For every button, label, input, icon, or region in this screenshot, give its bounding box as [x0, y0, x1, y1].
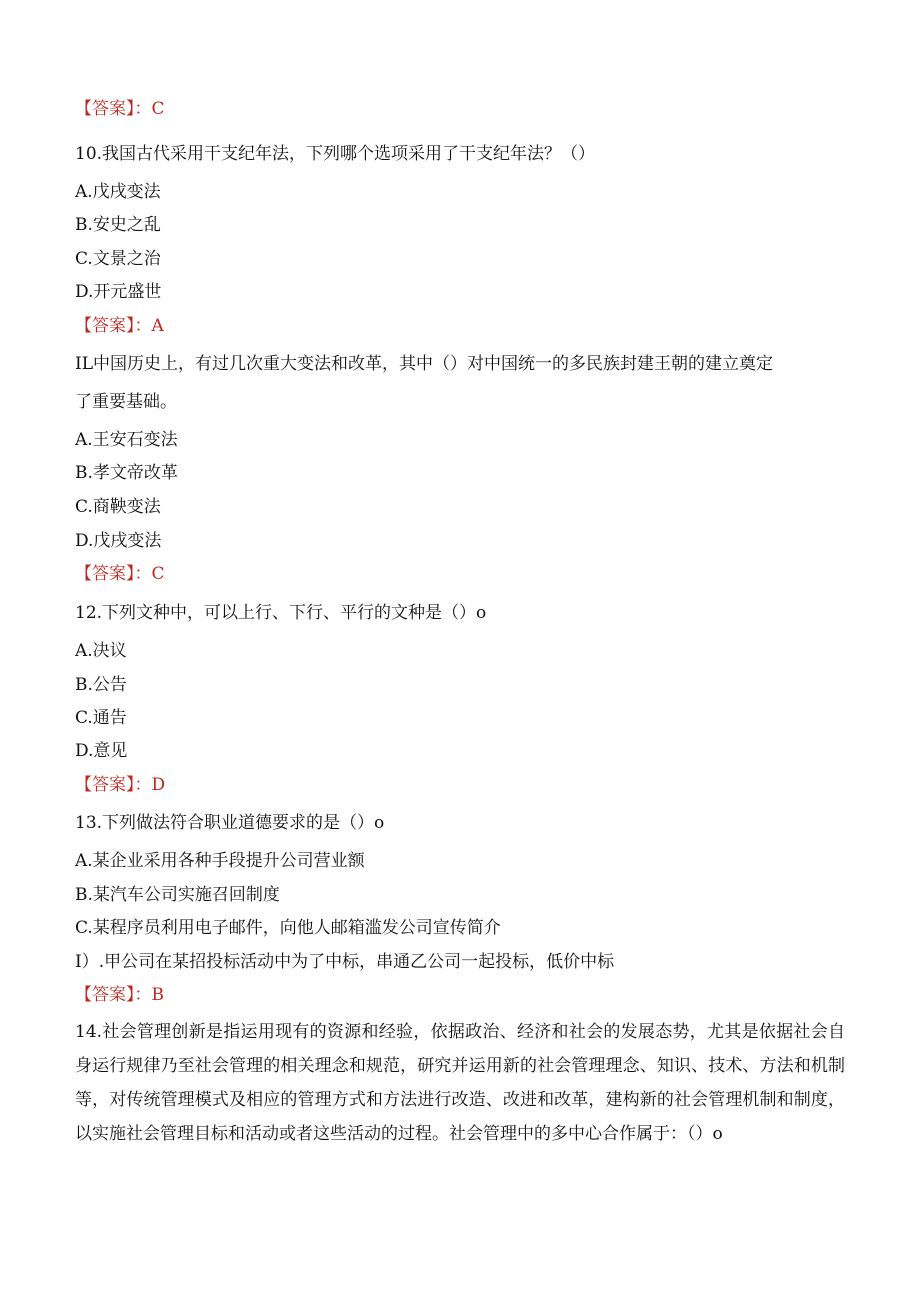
q12-option-d: D.意见 [75, 741, 128, 761]
q10-option-b: B.安史之乱 [75, 215, 161, 235]
question-12-stem: 12.下列文种中，可以上行、下行、平行的文种是（）o [75, 603, 487, 623]
q11-option-b: B.孝文帝改革 [75, 463, 178, 483]
answer-10: 【答案】：A [75, 316, 164, 336]
q13-option-b: B.某汽车公司实施召回制度 [75, 885, 280, 905]
q13-option-a: A.某企业采用各种手段提升公司营业额 [75, 851, 365, 871]
q13-option-c: C.某程序员利用电子邮件，向他人邮箱滥发公司宣传简介 [75, 918, 501, 938]
q12-option-a: A.决议 [75, 641, 127, 661]
answer-12: 【答案】：D [75, 775, 166, 795]
question-13-stem: 13.下列做法符合职业道德要求的是（）o [75, 813, 385, 833]
q13-option-d: I）.甲公司在某招投标活动中为了中标，串通乙公司一起投标，低价中标 [75, 952, 615, 972]
q11-option-c: C.商鞅变法 [75, 497, 161, 517]
q12-option-c: C.通告 [75, 708, 127, 728]
q10-option-a: A.戊戌变法 [75, 182, 161, 202]
q12-option-b: B.公告 [75, 675, 127, 695]
q10-option-c: C.文景之治 [75, 249, 161, 269]
question-11-stem-line1: IL中国历史上，有过几次重大变法和改革，其中（）对中国统一的多民族封建王朝的建立奠定 [75, 354, 774, 374]
q11-option-d: D.戊戌变法 [75, 531, 162, 551]
question-10-stem: 10.我国古代采用干支纪年法，下列哪个选项采用了干支纪年法？（） [75, 144, 596, 164]
q11-option-a: A.王安石变法 [75, 430, 178, 450]
q10-option-d: D.开元盛世 [75, 282, 162, 302]
question-11-stem-line2: 了重要基础。 [75, 392, 177, 412]
answer-9: 【答案】：C [75, 99, 165, 119]
question-14-stem: 14.社会管理创新是指运用现有的资源和经验，依据政治、经济和社会的发展态势，尤其是依据社会自身运行规律乃至社会管理的相关理念和规范，研究并运用新的社会管理理念、知识、技术、方法和机制等，对传统管理模式及相应的管理方式和方法进行改造、改进和改革，建构新的社会管理机制和制度，以实施社会管理目标和活动或者这些活动的过程。社会管理中的多中心合作属于：（）o [75, 1022, 845, 1144]
answer-11: 【答案】：C [75, 564, 165, 584]
answer-13: 【答案】：B [75, 985, 164, 1005]
